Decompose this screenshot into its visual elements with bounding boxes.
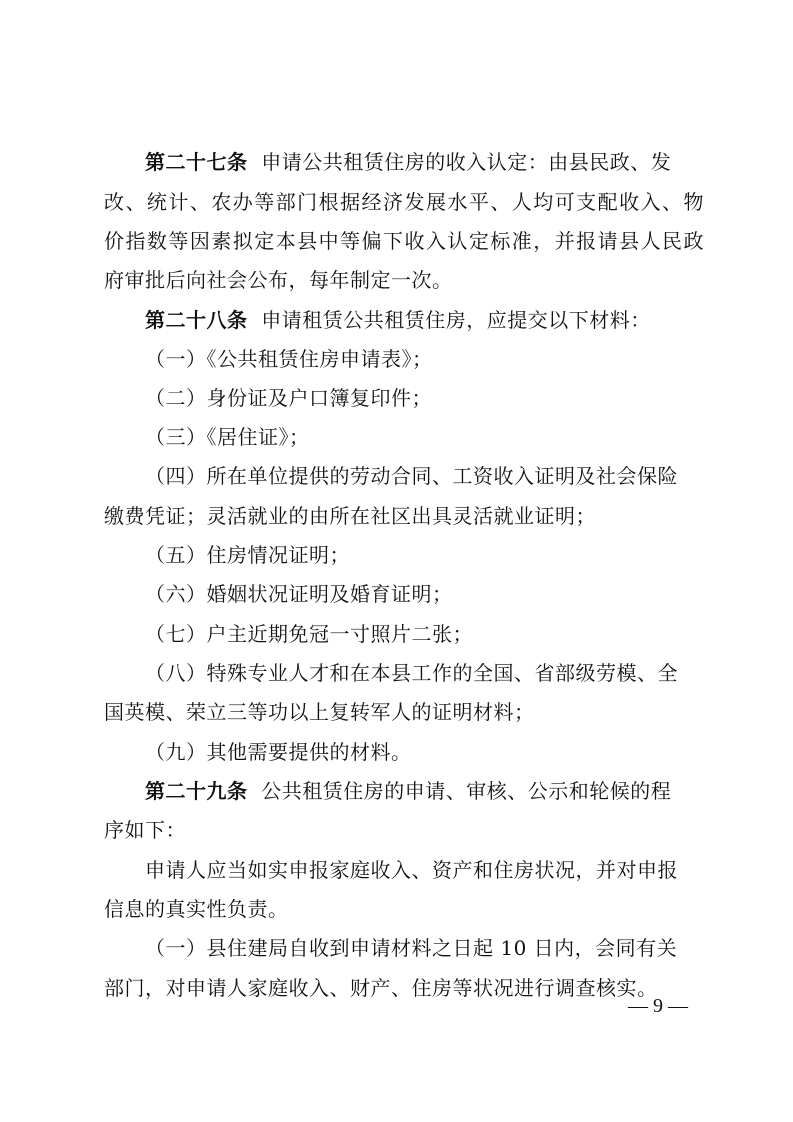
article-28-item-9: （九）其他需要提供的材料。 <box>145 740 412 764</box>
page-number: — 9 — <box>628 995 688 1017</box>
article-28-item-4: （四）所在单位提供的劳动合同、工资收入证明及社会保险 <box>145 464 678 488</box>
article-28-item-8: （八）特殊专业人才和在本县工作的全国、省部级劳模、全 <box>145 661 678 685</box>
article-27-line-1 <box>145 148 745 176</box>
article-29-text-1: 公共租赁住房的申请、审核、公示和轮候的程 <box>261 779 672 803</box>
article-29-para-1-line-1: 申请人应当如实申报家庭收入、资产和住房状况，并对申报 <box>145 858 678 882</box>
article-27-line-2: 改、统计、农办等部门根据经济发展水平、人均可支配收入、物 <box>104 190 704 214</box>
article-28-item-1: （一）《公共租赁住房申请表》； <box>145 347 433 371</box>
article-29-para-1-line-2: 信息的真实性负责。 <box>104 897 289 921</box>
article-28-item-7: （七）户主近期免冠一寸照片二张； <box>145 622 473 646</box>
article-29-heading: 第二十九条 <box>145 779 248 803</box>
article-28-heading: 第二十八条 <box>145 308 248 332</box>
article-27-heading: 第二十七条 <box>145 150 248 174</box>
article-29-line-1 <box>145 777 745 805</box>
article-27-text-1: 申请公共租赁住房的收入认定：由县民政、发 <box>261 150 672 174</box>
article-28-item-8-cont: 国英模、荣立三等功以上复转军人的证明材料； <box>104 700 535 724</box>
article-27-line-4: 府审批后向社会公布，每年制定一次。 <box>104 268 453 292</box>
article-29-step-1-line-2: 部门，对申请人家庭收入、财产、住房等状况进行调查核实。 <box>104 976 658 1000</box>
article-28-item-6: （六）婚姻状况证明及婚育证明； <box>145 582 453 606</box>
article-28-item-5: （五）住房情况证明； <box>145 543 350 567</box>
article-28-item-3: （三）《居住证》； <box>145 425 310 449</box>
article-29-step-1-line-1: （一）县住建局自收到申请材料之日起 10 日内，会同有关 <box>145 936 678 960</box>
article-28-line-1 <box>145 306 745 334</box>
article-28-item-2: （二）身份证及户口簿复印件； <box>145 386 432 410</box>
article-28-item-4-cont: 缴费凭证；灵活就业的由所在社区出具灵活就业证明； <box>104 504 596 528</box>
article-29-line-2: 序如下： <box>104 818 186 842</box>
article-27-line-3: 价指数等因素拟定本县中等偏下收入认定标准，并报请县人民政 <box>104 229 704 253</box>
article-28-intro: 申请租赁公共租赁住房，应提交以下材料： <box>261 308 651 332</box>
